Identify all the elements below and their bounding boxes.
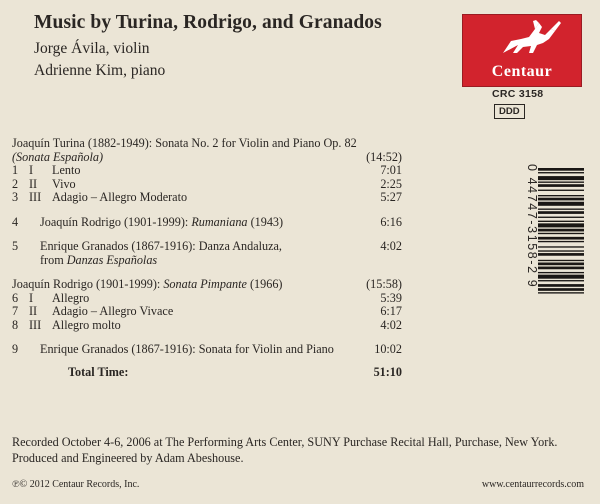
track-time: 6:17 [380, 304, 402, 318]
track-row [12, 191, 402, 205]
barcode-bar [538, 221, 584, 222]
total-label: Total Time: [68, 364, 129, 379]
barcode-bar [538, 211, 584, 214]
work-duration: (14:52) [366, 149, 402, 164]
format-badge: DDD [494, 104, 525, 119]
barcode-bar [538, 284, 584, 287]
track-time: 10:02 [374, 342, 402, 356]
track-title: Enrique Granados (1867-1916): Danza Andaluza, [40, 239, 282, 253]
work-duration: (15:58) [366, 277, 402, 291]
barcode-bar [538, 195, 584, 196]
track-time: 5:39 [380, 290, 402, 305]
track-number: 9 [12, 342, 19, 356]
barcode-bar [538, 275, 584, 279]
barcode-bar [538, 237, 584, 240]
track-number: 2 [12, 176, 19, 191]
track-title: Enrique Granados (1867-1916): Sonata for Violin and Piano [40, 342, 334, 356]
track-title: Joaquín Rodrigo (1901-1999): Rumaniana (1943) [40, 214, 284, 229]
barcode-bar [538, 198, 584, 201]
track-number: 3 [12, 190, 19, 204]
track-title-continued: from Danzas Españolas [40, 252, 158, 267]
barcode-bar [538, 253, 584, 256]
movement-number: I [29, 163, 34, 177]
barcode-bar [538, 263, 584, 266]
movement-number: II [29, 176, 38, 191]
barcode-bar [538, 280, 584, 281]
barcode-bar [538, 202, 584, 206]
track-row [12, 292, 402, 306]
barcode-bar [538, 260, 584, 261]
track-title: Adagio – Allegro Vivace [52, 304, 174, 318]
track-number: 6 [12, 290, 19, 305]
copyright: ℗© 2012 Centaur Records, Inc. [12, 479, 140, 490]
movement-number: III [29, 317, 42, 332]
recording-note: Recorded October 4-6, 2006 at The Performing Arts Center, SUNY Purchase Recital Hall, Purchase, New York. Produced and Engineered by Adam Abeshouse. [12, 435, 558, 465]
barcode-bar [538, 223, 584, 227]
performer-piano: Adrienne Kim, piano [34, 62, 166, 79]
track-time: 2:25 [380, 176, 402, 191]
barcode-bar [538, 209, 584, 210]
total-time-row [12, 366, 402, 380]
barcode-bar [538, 241, 584, 242]
barcode-digits: 0 44747-3158-2 9 [525, 164, 539, 289]
barcode-bar [538, 288, 584, 291]
track-listing [12, 137, 402, 379]
barcode-bar [538, 182, 584, 183]
track-row [12, 178, 402, 192]
album-title: Music by Turina, Rodrigo, and Granados [34, 12, 382, 33]
barcode-bar [538, 176, 584, 180]
barcode-bar [538, 184, 584, 187]
barcode-bar [538, 217, 584, 218]
website: www.centaurrecords.com [481, 479, 584, 490]
logo-text: Centaur [491, 63, 553, 80]
track-time: 4:02 [380, 239, 402, 253]
barcode-bar [538, 292, 584, 293]
track-row [12, 240, 402, 254]
track-number: 7 [12, 304, 19, 318]
track-title: Lento [52, 163, 81, 177]
track-row [12, 319, 402, 333]
track-row [12, 216, 402, 230]
catalog-number: CRC 3158 [492, 88, 544, 100]
track-time: 6:16 [380, 214, 402, 229]
work-heading: Joaquín Rodrigo (1901-1999): Sonata Pimpante (1966) (15:58) [12, 277, 402, 291]
centaur-logo [462, 14, 582, 87]
barcode-bar [538, 267, 584, 270]
track-time: 4:02 [380, 317, 402, 332]
performer-violin: Jorge Ávila, violin [34, 40, 150, 57]
track-title: Allegro molto [52, 317, 121, 332]
track-number: 1 [12, 163, 19, 177]
track-time: 7:01 [380, 163, 402, 177]
barcode-bar [538, 229, 584, 232]
work-heading-text: Joaquín Turina (1882-1949): Sonata No. 2 for Violin and Piano Op. 82 [12, 136, 357, 150]
track-number: 4 [12, 214, 19, 229]
barcode-bar [538, 272, 584, 273]
barcode-bars [538, 168, 584, 294]
barcode-bar [538, 168, 584, 171]
barcode-bar [538, 250, 584, 251]
track-title: Vivo [52, 176, 76, 191]
centaur-figure-icon [463, 15, 583, 65]
barcode [518, 162, 584, 344]
barcode-bar [538, 233, 584, 234]
movement-number: II [29, 304, 38, 318]
track-row [12, 305, 402, 319]
track-title: Allegro [52, 290, 90, 305]
track-row [12, 164, 402, 178]
track-row [12, 343, 402, 357]
movement-number: III [29, 190, 42, 204]
barcode-bar [538, 190, 584, 191]
track-number: 5 [12, 239, 19, 253]
work-heading [12, 137, 402, 151]
barcode-bar [538, 172, 584, 173]
work-subtitle-line [12, 151, 402, 165]
total-time: 51:10 [373, 364, 402, 379]
work-subtitle: (Sonata Española) [12, 149, 104, 164]
movement-number: I [29, 290, 34, 305]
track-time: 5:27 [380, 190, 402, 204]
track-number: 8 [12, 317, 19, 332]
track-title: Adagio – Allegro Moderato [52, 190, 188, 204]
barcode-bar [538, 246, 584, 247]
